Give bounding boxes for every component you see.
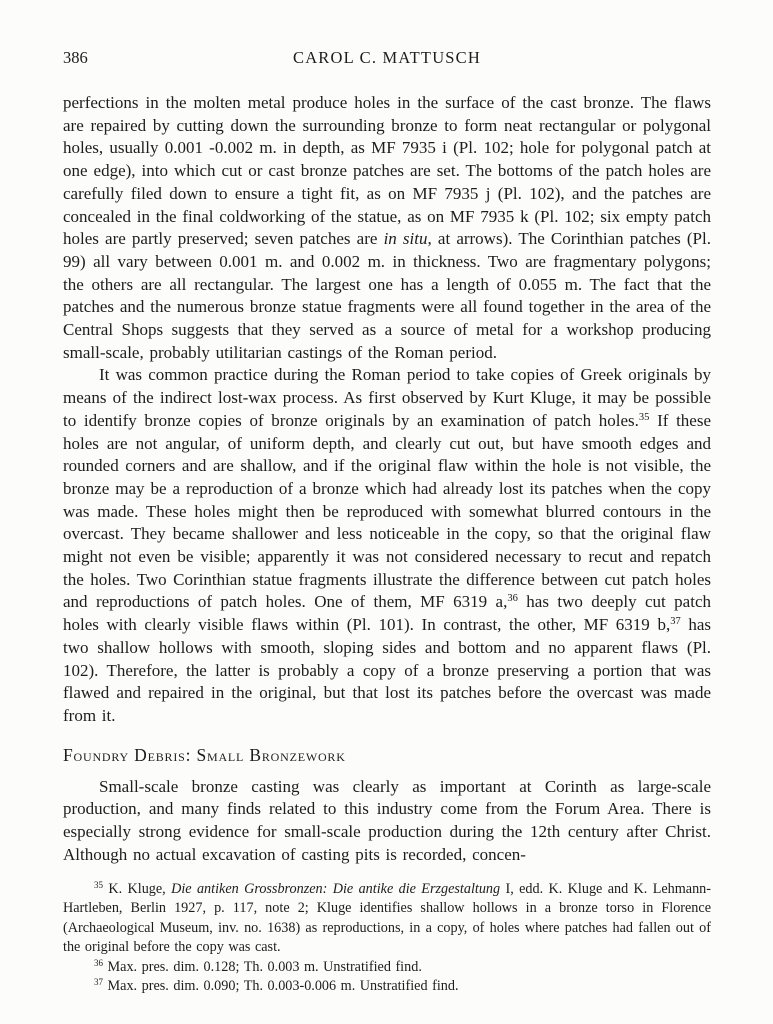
text-segment: perfections in the molten metal produce holes in the surface of the cast bronze. The flaws are repaired by cutting down the surrounding bronze to form neat rectangular or polygonal holes, usually 0.001 -0.002 m. in depth, as MF 7935 i (Pl. 102; hole for polygonal patch at one edge), into which cut or cast bronze patches are set. The bottoms of the patch holes are carefully filed down to ensure a tight fit, as on MF 7935 j (Pl. 102), and the patches are concealed in the final coldworking of the statue, as on MF 7935 k (Pl. 102; six empty patch holes are partly preserved; seven patches are [63, 93, 711, 249]
footnote-35 [63, 880, 711, 958]
footnote-36 [63, 958, 711, 978]
page-number: 386 [63, 48, 88, 67]
running-title: CAROL C. MATTUSCH [292, 48, 482, 67]
footnote-marker-35: 35 [94, 879, 103, 890]
paragraph-2 [63, 364, 711, 727]
text-segment-italic-book-title: Die antiken Grossbronzen: Die antike die Erzgestaltung [171, 880, 501, 897]
footnotes-section [63, 880, 711, 998]
text-segment: Max. pres. dim. 0.128; Th. 0.003 m. Unstratified find. [103, 958, 422, 975]
text-segment: has two shallow hollows with smooth, sloping sides and bottom and no apparent flaws (Pl. 102). Therefore, the latter is probably a copy of a bronze preserving a portion that was flawed and repaired in the original, but that lost its patches before the overcast was made from it. [63, 615, 712, 725]
text-segment-italic-in-situ: in situ [383, 229, 428, 249]
footnote-37 [63, 977, 711, 997]
paragraph-1 [63, 92, 711, 364]
footnote-ref-36: 36 [507, 593, 518, 605]
text-segment: K. Kluge, [103, 880, 172, 897]
article-body [63, 92, 711, 867]
text-segment: , at arrows). The Corinthian patches (Pl. 99) all vary between 0.001 m. and 0.002 m. in thickness. Two are fragmentary polygons; the others are all rectangular. The largest one has a length of 0.055 m. The fact that the patches and the numerous bronze statue fragments were all found together in the area of the Central Shops suggests that they served as a source of metal for a workshop producing small-scale, probably utilitarian castings of the Roman period. [63, 229, 711, 362]
footnote-ref-35: 35 [638, 411, 650, 423]
text-segment: Max. pres. dim. 0.090; Th. 0.003-0.006 m. Unstratified find. [103, 978, 459, 995]
text-segment: If these holes are not angular, of uniform depth, and clearly cut out, but have smooth edges and rounded corners and are shallow, and if the original flaw within the hole is not visible, the bronze may be a reproduction of a bronze which had already lost its patches when the copy was made. These holes might then be reproduced with somewhat blurred contours in the overcast. They became shallower and less noticeable in the copy, so that the original flaw might not even be visible; apparently it was not considered necessary to recut and repatch the holes. Two Corinthian statue fragments illustrate the difference between cut patch holes and reproductions of patch holes. One of them, MF 6319 a, [63, 410, 711, 612]
text-segment: I, edd. K. Kluge and K. Lehmann-Hartleben, Berlin 1927, p. 117, note 2; Kluge identifies shallow hollows in a bronze torso in Florence (Archaeological Museum, inv. no. 1638) as reproductions, in a copy, of holes where patches had fallen out of the original before the copy was cast. [63, 880, 712, 956]
text-segment: has two deeply cut patch holes with clearly visible flaws within (Pl. 101). In contrast, the other, MF 6319 b, [63, 592, 711, 635]
paragraph-3: Small-scale bronze casting was clearly as important at Corinth as large-scale production, and many finds related to this industry come from the Forum Area. There is especially strong evidence for small-scale production during the 12th century after Christ. Although no actual excavation of casting pits is recorded, concen- [63, 776, 711, 864]
running-head [63, 48, 711, 70]
section-heading-foundry-debris: Foundry Debris: Small Bronzework [63, 744, 346, 765]
footnote-ref-37: 37 [670, 616, 681, 628]
text-segment: It was common practice during the Roman period to take copies of Greek originals by means of the indirect lost-wax process. As first observed by Kurt Kluge, it may be possible to identify bronze copies of bronze originals by an examination of patch holes. [63, 365, 711, 430]
footnote-marker-37: 37 [94, 977, 103, 988]
footnote-marker-36: 36 [94, 957, 103, 968]
